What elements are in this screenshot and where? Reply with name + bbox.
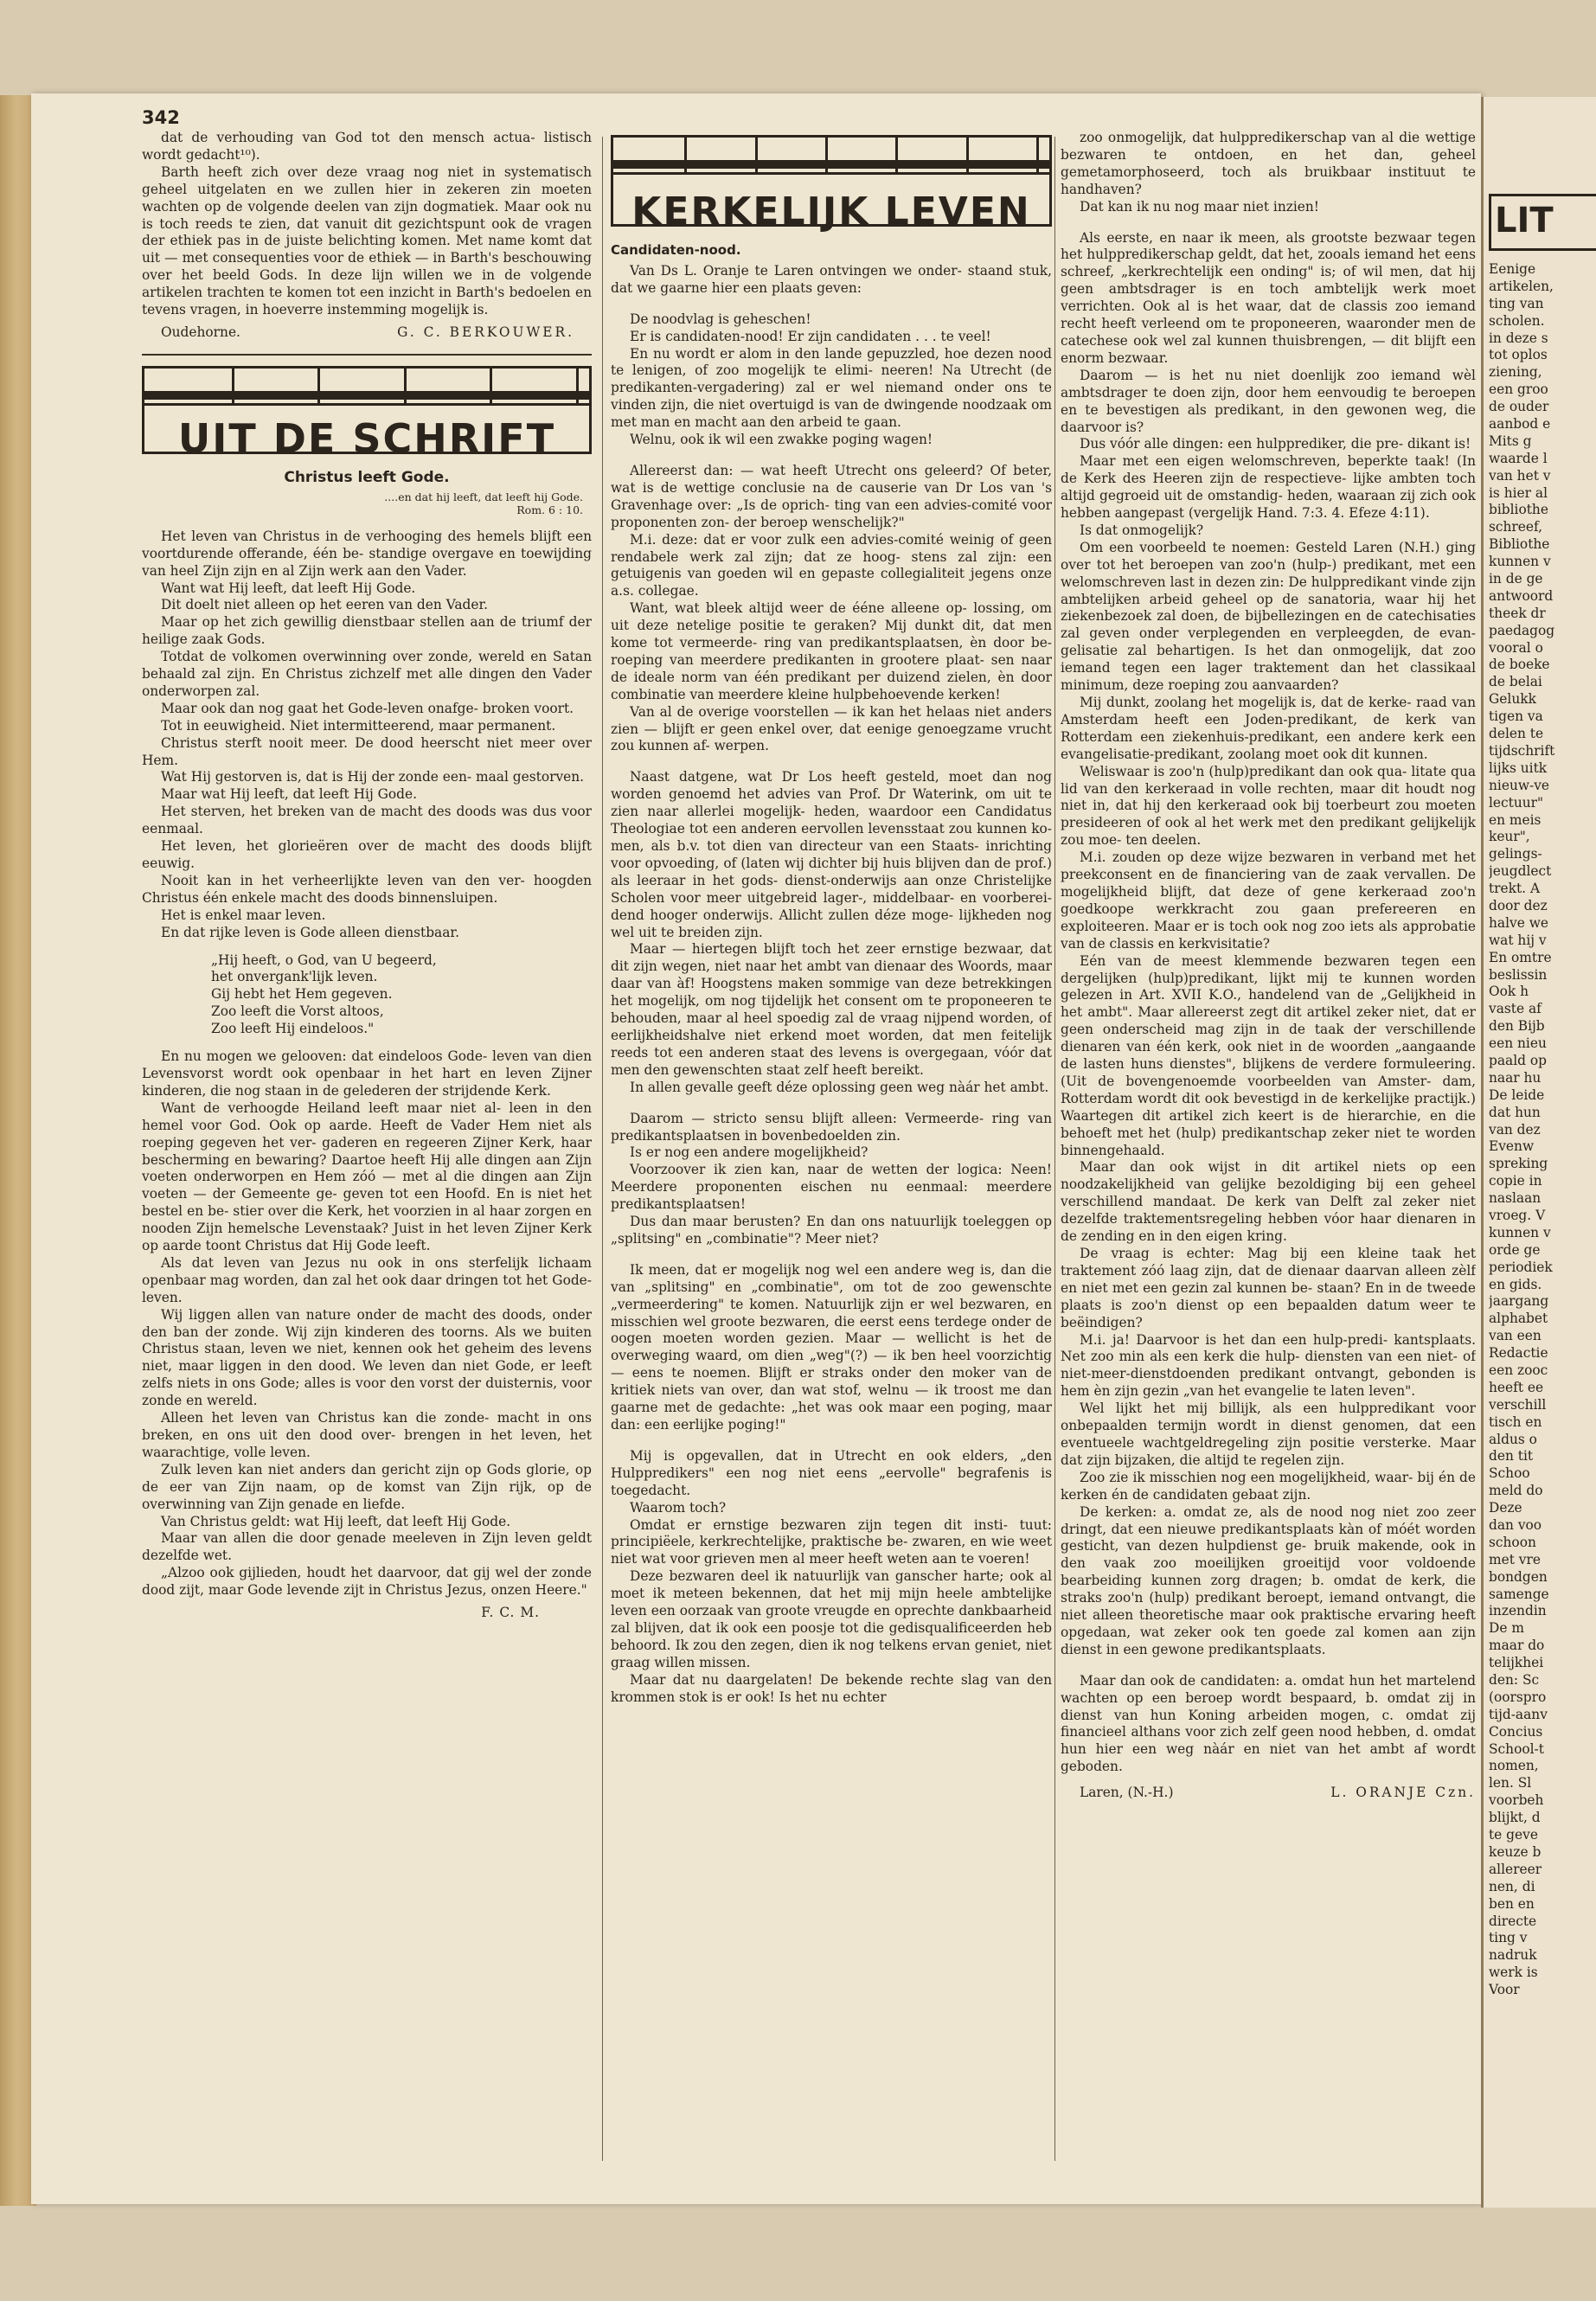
adjacent-text-line: trekt. A xyxy=(1489,881,1541,897)
article-signature xyxy=(1061,1785,1476,1802)
adjacent-text-line: en gids. xyxy=(1489,1276,1542,1292)
adjacent-text-line: keuze b xyxy=(1489,1843,1542,1860)
adjacent-text-line: de belai xyxy=(1489,674,1542,690)
paragraph: Mij is opgevallen, dat in Utrecht en ook elders, „den Hulppredikers" een nog niet eens „eervolle" begrafenis is toegedacht. xyxy=(611,1447,1052,1498)
paragraph: Want, wat bleek altijd weer de ééne alleene op- lossing, om uit deze netelige positie te geraken? Mij dunkt dit, dat men kome tot vermeerde- ring van predikantsplaatsen, èn door be- roeping van meerdere predikanten in grootere plaat- sen naar de ideale norm van één predikant per duizend zielen, èn door combinatie van meerdere kleine hulpbehoevende kerken! xyxy=(611,600,1052,702)
adjacent-text-line: nieuw-ve xyxy=(1489,777,1550,793)
paragraph: M.i. ja! Daarvoor is het dan een hulp-predi- kantsplaats. Net zoo min als een kerk die hulp- diensten van een niet- of niet-meer-dienstdoenden predikant ontvangt, gebonden is hem èn zijn gezin „van het evangelie te laten leven". xyxy=(1061,1331,1476,1400)
adjacent-text-line: de ouder xyxy=(1489,399,1549,415)
bible-motto xyxy=(142,490,583,516)
adjacent-text-line: vooral o xyxy=(1489,639,1543,656)
adjacent-text-line: spreking xyxy=(1489,1156,1548,1172)
adjacent-text-line: halve we xyxy=(1489,914,1548,931)
adjacent-text-line: En omtre xyxy=(1489,949,1552,965)
adjacent-text-line: periodiek xyxy=(1489,1259,1553,1275)
adjacent-text-line: beslissin xyxy=(1489,966,1548,983)
paragraph: Het is enkel maar leven. xyxy=(161,907,326,923)
paragraph: Er is candidaten-nood! Er zijn candidaten . . . te veel! xyxy=(630,328,991,344)
paragraph: Dat kan ik nu nog maar niet inzien! xyxy=(1080,198,1319,215)
adjacent-text-line: lijks uitk xyxy=(1489,760,1548,776)
intro-place: Oudehorne. xyxy=(161,324,240,340)
paragraph: Eén van de meest klemmende bezwaren tegen een dergelijken (hulp)predikant, lijkt mij te kunnen worden gelezen in Art. XVII K.O., handelend van de „Gelijkheid in het ambt". Maar allereerst zegt dit artikel zeker niet, dat er geen onderscheid mag zijn in de taak der verschillende dienaren van één kerk, ook niet in de woorden „aangaande de lasten huns dienstes", blijkens de verdere formuleering. (Uit de bovengenoemde voorbeelden van Amster- dam, Rotterdam wordt dit ook bevestigd in de kerkelijke practijk.) Waartegen dit artikel zich keert is de hierarchie, en die behoeft met het (hulp) predikantschap zeker niet te worden binnengehaald. xyxy=(1061,952,1476,1158)
adjacent-text-line: den Bijb xyxy=(1489,1018,1545,1035)
adjacent-text-line: in de ge xyxy=(1489,571,1543,587)
page-number: 342 xyxy=(142,107,180,128)
adjacent-text-line: en meis xyxy=(1489,811,1542,828)
poem-line: „Hij heeft, o God, van U begeerd, xyxy=(211,952,437,968)
adjacent-text-line: De m xyxy=(1489,1620,1524,1637)
article-title: Candidaten-nood. xyxy=(611,242,741,258)
adjacent-text-line: naslaan xyxy=(1489,1190,1542,1207)
adjacent-text-line: door dez xyxy=(1489,897,1548,913)
paragraph: M.i. deze: dat er voor zulk een advies-comité weinig of geen rendabele werk zal zijn; dat ze hoog- stens zal zijn: een getuigenis van goeden wil en gepaste collegialiteit jegens onze a.s. collegae. xyxy=(611,531,1052,599)
adjacent-text-line: vroeg. V xyxy=(1489,1207,1546,1223)
column-1 xyxy=(142,130,592,2171)
adjacent-text-line: paald op xyxy=(1489,1052,1547,1068)
article-body-continued xyxy=(1061,130,1476,1776)
paragraph: Als eerste, en naar ik meen, als grootste bezwaar tegen het hulppredikerschap geldt, dat het, zooals iemand het eens schreef, „kerkrechtelijk een onding" is; of wil men, dat hij geen ambtsdrager is en toch ambtelijk werk moet verrichten. Ook al is het waar, dat de classis zoo iemand recht heeft verleend om te proponeeren, waaronder men de catechese ook wel zal kunnen thuisbrengen, — dit blijft een enorm bezwaar. xyxy=(1061,229,1476,366)
adjacent-text-line: van het v xyxy=(1489,467,1551,484)
adjacent-text-line: School-t xyxy=(1489,1740,1544,1757)
paragraph: In allen gevalle geeft déze oplossing geen weg nàár het ambt. xyxy=(630,1079,1049,1095)
paragraph: En nu mogen we gelooven: dat eindeloos Gode- leven van dien Levensvorst wordt ook openbaar in het hart en leven Zijner kinderen, die nog staan in de gelederen der strijdende Kerk. xyxy=(142,1048,592,1099)
paragraph: Als dat leven van Jezus nu ook in ons sterfelijk lichaam openbaar mag worden, dan zal het ook daar dringen tot het Gode-leven. xyxy=(142,1254,592,1305)
adjacent-text-line: dan voo xyxy=(1489,1517,1542,1534)
section-divider xyxy=(142,354,592,356)
motto-reference: Rom. 6 : 10. xyxy=(516,503,583,516)
adjacent-text-line: in deze s xyxy=(1489,330,1548,346)
adjacent-text-line: theek dr xyxy=(1489,605,1546,621)
adjacent-text-line: Eenige xyxy=(1489,261,1536,277)
paragraph: Waarom toch? xyxy=(630,1499,727,1516)
paragraph: Daarom — stricto sensu blijft alleen: Vermeerde- ring van predikantsplaatsen in bovenbedoelden zin. xyxy=(611,1110,1052,1144)
adjacent-text-line: orde ge xyxy=(1489,1241,1541,1258)
adjacent-text-line: is hier al xyxy=(1489,484,1548,501)
adjacent-text-line: bibliothe xyxy=(1489,502,1548,518)
paragraph: Maar wat Hij leeft, dat leeft Hij Gode. xyxy=(161,786,418,803)
adjacent-text-line: copie in xyxy=(1489,1173,1542,1189)
paragraph: Deze bezwaren deel ik natuurlijk van ganscher harte; ook al moet ik meteen bekennen, dat het mij mijn heele ambtelijke leven een oorzaak van groote vreugde en oprechte dankbaarheid zal blijven, dat ik ook een poosje tot die gedisqualificeerden heb behoord. Ik zou den zegen, dien ik nog telkens ervan geniet, niet graag willen missen. xyxy=(611,1568,1052,1670)
adjacent-text-line: schreef, xyxy=(1489,519,1543,535)
paragraph: De noodvlag is geheschen! xyxy=(630,311,811,327)
adjacent-text-line: bondgen xyxy=(1489,1568,1548,1585)
paragraph: Het leven van Christus in de verhooging des hemels blijft een voortdurende offerande, één be- standige overgave en toewijding van heel Zijn zijn en al Zijn werk aan den Vader. xyxy=(142,528,592,579)
paragraph: Voorzoover ik zien kan, naar de wetten der logica: Neen! Meerdere proponenten eischen nu eenmaal: meerdere predikantsplaatsen! xyxy=(611,1162,1052,1213)
adjacent-text-line: directe xyxy=(1489,1913,1537,1929)
paragraph: Mij dunkt, zoolang het mogelijk is, dat de kerke- raad van Amsterdam heeft een Joden-predikant, de kerk van Rotterdam een ziekenhuis-predikant, een andere kerk een evangelisatie-predikant, zoolang moet ook dit kunnen. xyxy=(1061,695,1476,762)
paragraph: Alleen het leven van Christus kan die zonde- macht in ons breken, en ons uit den dood over- brengen in het leven, het waarachtige, volle leven. xyxy=(142,1410,592,1460)
adjacent-text-line: keur", xyxy=(1489,829,1530,845)
column-3 xyxy=(1061,130,1476,2171)
paragraph: Maar dan ook de candidaten: a. omdat hun het martelend wachten op een beroep wordt bespaard, b. omdat zij in dienst van hun Koning arbeiden mogen, c. omdat zij financieel althans voor zich zelf geen nood hebben, d. omdat hun hier een weg nàár en niet van het ambt af wordt geboden. xyxy=(1061,1672,1476,1775)
column-2 xyxy=(611,130,1052,2171)
paragraph: Het sterven, het breken van de macht des doods was dus voor eenmaal. xyxy=(142,804,592,837)
section-header-kerkelijk-leven xyxy=(611,135,1052,234)
adjacent-text-line: de boeke xyxy=(1489,657,1550,673)
paragraph: Nooit kan in het verheerlijkte leven van den ver- hoogden Christus één enkele macht des doods binnensluipen. xyxy=(142,872,592,906)
adjacent-text-line: een zooc xyxy=(1489,1362,1548,1378)
adjacent-text-line: Bibliothe xyxy=(1489,536,1550,553)
paragraph: Daarom — is het nu niet doenlijk zoo iemand wèl ambtsdrager te doen zijn, door hem eenvoudig te beroepen en te bevestigen als predikant, in den gewonen weg, die daarvoor is? xyxy=(1061,367,1476,435)
adjacent-text-line: ting v xyxy=(1489,1930,1528,1946)
adjacent-text-line: voorbeh xyxy=(1489,1792,1544,1809)
adjacent-text-line: Mits g xyxy=(1489,433,1532,449)
adjacent-text-line: scholen. xyxy=(1489,312,1545,329)
paragraph: Totdat de volkomen overwinning over zonde, wereld en Satan behaald zal zijn. En Christus zichzelf met alle dingen den Vader onderworpen zal. xyxy=(142,649,592,699)
adjacent-text-line: kunnen v xyxy=(1489,554,1551,570)
adjacent-text-line: werk is xyxy=(1489,1965,1538,1981)
adjacent-text-line: Ook h xyxy=(1489,984,1529,1000)
paragraph: Zoo zie ik misschien nog een mogelijkheid, waar- bij én de kerken én de candidaten gebaat zijn. xyxy=(1061,1469,1476,1503)
adjacent-text-line: lectuur" xyxy=(1489,794,1544,811)
paragraph: Van al de overige voorstellen — ik kan het helaas niet anders zien — blijft er geen enkel over, dat eenige genoegzame vrucht zou kunnen af- werpen. xyxy=(611,703,1052,754)
paragraph: Om een voorbeeld te noemen: Gesteld Laren (N.H.) ging over tot het beroepen van zoo'n (hulp-) predikant, met een welomschreven last in dezen zin: De hulppredikant vinde zijn ambtelijken arbeid geheel op de sanatoria, waar hij het ziekenbezoek zal doen, de bijbellezingen en de catechisaties zal geven onder verplegenden en verpleegden, de evan- gelisatie zal behartigen. Is het dan onmogelijk, dat zoo iemand tegen een lager traktement dan het classikaal minimum, deze roeping zou aanvaarden? xyxy=(1061,539,1476,694)
intro-author: G. C. BERKOUWER. xyxy=(397,324,574,340)
paragraph: Is dat onmogelijk? xyxy=(1080,522,1204,538)
paragraph: Ik meen, dat er mogelijk nog wel een andere weg is, dan die van „splitsing" en „combinatie", om tot de zoo gewenschte „vermeerdering" te komen. Natuurlijk zijn er wel bezwaren, en misschien wel groote bezwaren, die eerst eens terdege onder de oogen moeten worden gezien. Maar — wellicht is het de overweging waard, om dien „weg"(?) — ik ben heel voorzichtig — eens te noemen. Blijft er straks onder den moker van de kritiek niets van over, dan wat stof, welnu — ik troost me dan gaarne met de gedachte: „het was ook maar een poging, maar dan: een eerlijke poging!" xyxy=(611,1261,1052,1433)
intro-article-ending xyxy=(142,130,592,319)
adjacent-text-line: gelings- xyxy=(1489,846,1542,862)
adjacent-text-line: jeugdlect xyxy=(1489,863,1552,880)
article-body xyxy=(611,263,1052,1707)
adjacent-text-line: den: Sc xyxy=(1489,1672,1540,1689)
poem-quote xyxy=(211,952,592,1039)
adjacent-text-line: artikelen, xyxy=(1489,278,1554,294)
adjacent-text-line: aldus o xyxy=(1489,1431,1537,1447)
paragraph: Zulk leven kan niet anders dan gericht zijn op Gods glorie, op de eer van Zijn naam, op de komst van Zijn rijk, op de overwinning van Zijn genade en liefde. xyxy=(142,1461,592,1512)
adjacent-text-line: ziening, xyxy=(1489,364,1542,381)
signature-place: Laren, (N.-H.) xyxy=(1080,1785,1174,1801)
paragraph: Dus vóór alle dingen: een hulpprediker, die pre- dikant is! xyxy=(1080,436,1471,452)
paragraph: Dit doelt niet alleen op het eeren van den Vader. xyxy=(161,597,489,613)
adjacent-page-edge xyxy=(1481,97,1596,2208)
adjacent-text-line: len. Sl xyxy=(1489,1775,1532,1791)
adjacent-text-line: jaargang xyxy=(1489,1293,1549,1310)
paragraph: De kerken: a. omdat ze, als de nood nog niet zoo zeer dringt, dat een nieuwe predikantsplaats kàn of móét worden gesticht, van dezen hulpdienst ge- bruik makende, ook in den vaak zoo moeilijken groeitijd voor voldoende bearbeiding kunnen zorg dragen; b. omdat de kerk, die straks zoo'n (hulp) predikant beroept, iemand ontvangt, die niet alleen theoretische maar ook praktische ervaring heeft opgedaan, wat zeker ook ten goede zal komen aan zijn dienst in een gewone predikantsplaats. xyxy=(1061,1503,1476,1657)
adjacent-text-line: dat hun xyxy=(1489,1104,1541,1120)
signature-author: L. ORANJE Czn. xyxy=(1330,1785,1476,1801)
paragraph: Wat Hij gestorven is, dat is Hij der zonde een- maal gestorven. xyxy=(161,769,585,785)
adjacent-text-line: tijdschrift xyxy=(1489,742,1555,759)
section-header-uit-de-schrift xyxy=(142,366,592,462)
paragraph: Maar dan ook wijst in dit artikel niets op een noodzakelijkheid van gelijke bezoldiging bij een geheel verschillend mandaat. De kerk van Delft zal zeker niet dezelfde traktementsregeling hebben vóor haar dienaren in de zending en in den eigen kring. xyxy=(1061,1159,1476,1245)
adjacent-text-line: Gelukk xyxy=(1489,691,1536,708)
adjacent-text-line: van een xyxy=(1489,1328,1542,1344)
adjacent-text-line: wat hij v xyxy=(1489,932,1547,948)
adjacent-text-line: Concius xyxy=(1489,1723,1543,1740)
adjacent-text-line: paedagog xyxy=(1489,622,1555,638)
adjacent-text-line: den tit xyxy=(1489,1448,1534,1465)
paragraph: Welnu, ook ik wil een zwakke poging wagen! xyxy=(630,432,933,448)
adjacent-text-line: aanbod e xyxy=(1489,416,1551,433)
paragraph: Wel lijkt het mij billijk, als een hulppredikant voor onbepaalden termijn wordt in dienst genomen, dat een eventueele wachtgeldregeling zijn positie versterke. Maar dat zijn bijzaken, die altijd te regelen zijn. xyxy=(1061,1400,1476,1468)
paragraph: Van Christus geldt: wat Hij leeft, dat leeft Hij Gode. xyxy=(161,1513,511,1529)
section-header-title: KERKELIJK LEVEN xyxy=(631,189,1031,234)
adjacent-text-line: allereer xyxy=(1489,1861,1542,1877)
paragraph: Want wat Hij leeft, dat leeft Hij Gode. xyxy=(161,580,416,596)
adjacent-text-line: nomen, xyxy=(1489,1758,1539,1774)
paragraph: En dat rijke leven is Gode alleen dienstbaar. xyxy=(161,924,459,940)
adjacent-text-line: Schoo xyxy=(1489,1465,1530,1482)
paragraph: Maar dat nu daargelaten! De bekende rechte slag van den krommen stok is er ook! Is het nu echter xyxy=(611,1671,1052,1705)
adjacent-text-line: meld do xyxy=(1489,1483,1543,1499)
adjacent-text-line: schoon xyxy=(1489,1534,1536,1550)
adjacent-text-line: verschill xyxy=(1489,1396,1547,1413)
adjacent-text-line: Deze xyxy=(1489,1500,1522,1516)
adjacent-text-line: maar do xyxy=(1489,1638,1545,1654)
paragraph: Maar met een eigen welomschreven, beperkte taak! (In de Kerk des Heeren zijn de respectieve- lijke ambten toch altijd gegroeid uit de omstandig- heden, waaraan zij zich ook hebben aangepast (vergelijk Hand. 7:3. 4. Efeze 4:11). xyxy=(1061,453,1476,522)
adjacent-text-line: een nieu xyxy=(1489,1035,1547,1052)
paragraph: De vraag is echter: Mag bij een kleine taak het traktement zóó laag zijn, dat de dienaar daarvan alleen zèlf en niet met een gezin zal kunnen be- staan? En in de tweede plaats is zoo'n dienst op een bepaalden datum weer te beëindigen? xyxy=(1061,1246,1476,1330)
adjacent-text-line: nen, di xyxy=(1489,1878,1535,1894)
poem-line: het onvergank'lijk leven. xyxy=(211,969,378,985)
adjacent-text-line: Redactie xyxy=(1489,1345,1548,1362)
paragraph: Weliswaar is zoo'n (hulp)predikant dan ook qua- litate qua lid van den kerkeraad in volle rechten, maar dit houdt nog niet in, dat hij den kerkeraad ook bij toerbeurt zou moeten presideeren of ook al het werk met den predikant gelijkelijk zou moe- ten deelen. xyxy=(1061,763,1476,849)
section-header-title: UIT DE SCHRIFT xyxy=(177,414,556,462)
adjacent-text-line: van dez xyxy=(1489,1121,1541,1138)
adjacent-section-header: LIT xyxy=(1489,194,1596,251)
article-title: Christus leeft Gode. xyxy=(284,468,450,486)
adjacent-text-line: inzendin xyxy=(1489,1603,1547,1619)
adjacent-text-line: ben en xyxy=(1489,1895,1535,1912)
paragraph: Wij liggen allen van nature onder de macht des doods, onder den ban der zonde. Wij zijn kinderen des toorns. Als we buiten Christus staan, leven we niet, kennen ook het geheim des levens niet, maar liggen in den dood. We leven dan niet Gode, er leeft zelfs niets in ons Gode; alles is voor den vorst der duisternis, voor zonde en wereld. xyxy=(142,1306,592,1409)
paragraph: Maar op het zich gewillig dienstbaar stellen aan de triumf der heilige zaak Gods. xyxy=(142,614,592,648)
paragraph: Want de verhoogde Heiland leeft maar niet al- leen in den hemel voor God. Ook op aarde. Heeft de Vader Hem niet als roeping gegeven het ver- gaderen en regeeren Zijner Kerk, haar bescherming en bewaring? Daartoe heeft Hij alle dingen aan Zijn voeten onderworpen en Hem zóó — met al die dingen aan Zijn voeten — der Gemeente ge- geven tot een Hoofd. En is niet het bestel en be- stier over die Kerk, het voorzien in al haar zorgen en nooden Zijn hemelsche Levenstaak? Juist in het leven Zijner Kerk op aarde toont Christus dat Hij Gode leeft. xyxy=(142,1099,592,1254)
adjacent-text-line: nadruk xyxy=(1489,1947,1537,1964)
paragraph: Maar van allen die door genade meeleven in Zijn leven geldt dezelfde wet. xyxy=(142,1530,592,1564)
paragraph: „Alzoo ook gijlieden, houdt het daarvoor, dat gij wel der zonde dood zijt, maar Gode levende zijt in Christus Jezus, onzen Heere." xyxy=(142,1565,592,1599)
adjacent-text-line: (oorspro xyxy=(1489,1689,1547,1705)
motto-text: ....en dat hij leeft, dat leeft hij Gode. xyxy=(384,490,583,503)
adjacent-text-line: heeft ee xyxy=(1489,1379,1544,1395)
adjacent-text-line: Evenw xyxy=(1489,1138,1535,1155)
adjacent-text-line: tisch en xyxy=(1489,1413,1542,1430)
paragraph: dat de verhouding van God tot den mensch actua- listisch wordt gedacht¹⁰). xyxy=(142,130,592,163)
poem-line: Zoo leeft die Vorst altoos, xyxy=(211,1003,384,1020)
column-rule xyxy=(602,137,603,2161)
article-author: F. C. M. xyxy=(481,1605,540,1621)
adjacent-text-line: vaste af xyxy=(1489,1001,1542,1017)
paragraph: Omdat er ernstige bezwaren zijn tegen dit insti- tuut: principiëele, kerkrechtelijke, praktische be- zwaren, en wie weet niet wat voor grieven men al meer heeft weten aan te voeren! xyxy=(611,1516,1052,1567)
article-body-part-2 xyxy=(142,1048,592,1599)
column-rule xyxy=(1054,137,1055,2161)
adjacent-text-line: ting van xyxy=(1489,295,1544,311)
paragraph: M.i. zouden op deze wijze bezwaren in verband met het preekconsent en de financiering van de zaak vervallen. De mogelijkheid blijft, dat deze of gene kerkeraad zoo'n goedkoope werkkracht zou gaan prefereeren en exploiteeren. Maar er is toch ook nog zoo iets als approbatie van de classis en kerkvisitatie? xyxy=(1061,849,1476,952)
paragraph: En nu wordt er alom in den lande gepuzzled, hoe dezen nood te lenigen, of zoo mogelijk te elimi- neeren! Na Utrecht (de predikanten-vergadering) zal er wel niemand onder ons te vinden zijn, die niet overtuigd is van de dwingende noodzaak om met man en macht aan den arbeid te gaan. xyxy=(611,345,1052,431)
adjacent-text-line: te geve xyxy=(1489,1827,1538,1843)
paragraph: Maar ook dan nog gaat het Gode-leven onafge- broken voort. xyxy=(161,700,574,716)
adjacent-text-line: telijkhei xyxy=(1489,1655,1544,1671)
newspaper-page xyxy=(31,93,1481,2204)
adjacent-text-line: tot oplos xyxy=(1489,347,1548,363)
paragraph: Allereerst dan: — wat heeft Utrecht ons geleerd? Of beter, wat is de wettige conclusie na de causerie van Dr Los van 's Gravenhage over: „Is de oprich- ting van een advies-comité voor proponenten zon- der beroep wenschelijk?" xyxy=(611,462,1052,530)
adjacent-text-line: kunnen v xyxy=(1489,1224,1551,1240)
adjacent-text-line: waarde l xyxy=(1489,450,1548,466)
adjacent-text-line: Voor xyxy=(1489,1982,1520,1998)
paragraph: Is er nog een andere mogelijkheid? xyxy=(630,1144,869,1161)
paragraph: Tot in eeuwigheid. Niet intermitteerend, maar permanent. xyxy=(161,717,556,734)
paragraph: zoo onmogelijk, dat hulppredikerschap van al die wettige bezwaren te ontdoen, en het dan, geheel gemetamorphoseerd, toch als bruikbaar instituut te handhaven? xyxy=(1061,130,1476,197)
adjacent-text-line: naar hu xyxy=(1489,1069,1542,1086)
article-body-part-1 xyxy=(142,529,592,942)
adjacent-text-line: blijkt, d xyxy=(1489,1810,1541,1826)
adjacent-text-line: met vre xyxy=(1489,1551,1541,1567)
adjacent-text-line: alphabet xyxy=(1489,1311,1548,1327)
adjacent-text-line: tijd-aanv xyxy=(1489,1706,1548,1722)
adjacent-text-line: antwoord xyxy=(1489,587,1554,604)
paragraph: Het leven, het glorieëren over de macht des doods blijft eeuwig. xyxy=(142,838,592,871)
paragraph: Naast datgene, wat Dr Los heeft gesteld, moet dan nog worden genoemd het advies van Prof. Dr Waterink, om uit te zien naar allerlei mogelijk- heden, waardoor een Candidatus Theologiae tot een anderen eervollen levensstaat zou kunnen ko- men, als b.v. tot dien van directeur van een Staats- inrichting voor opvoeding, of (laten wij dichter bij huis blijven dan de prof.) als leeraar in het gods- dienst-onderwijs aan onze Christelijke Scholen voor meer uitgebreid lager-, middelbaar- en voorberei- dend hooger onderwijs. Allicht zullen déze moge- lijkheden nog wel uit te breiden zijn. xyxy=(611,769,1052,940)
paragraph: Maar — hiertegen blijft toch het zeer ernstige bezwaar, dat dit zijn wegen, niet naar het ambt van dienaar des Woords, maar daar van àf! Hoogstens maken sommige van deze betrekkingen het mogelijk, om nog tijdelijk het consent om te proponeeren te behouden, maar al heel spoedig zal de vraag nijpend worden, of eerlijkheidshalve niet erkend moet worden, dat men feitelijk reeds tot een anderen staat des levens is overgegaan, vóór dat men den gewenschten staat zelf heeft bereikt. xyxy=(611,941,1052,1078)
paragraph: Dus dan maar berusten? En dan ons natuurlijk toeleggen op „splitsing" en „combinatie"? Meer niet? xyxy=(611,1214,1052,1247)
poem-line: Gij hebt het Hem gegeven. xyxy=(211,986,393,1003)
paragraph: Christus sterft nooit meer. De dood heerscht niet meer over Hem. xyxy=(142,734,592,768)
adjacent-text-line: De leide xyxy=(1489,1086,1545,1103)
paragraph: Van Ds L. Oranje te Laren ontvingen we onder- staand stuk, dat we gaarne hier een plaats geven: xyxy=(611,262,1052,296)
paragraph: Barth heeft zich over deze vraag nog niet in systematisch geheel uitgelaten en we zullen hier in zekeren zin moeten wachten op de volgende deelen van zijn dogmatiek. Maar ook nu is toch reeds te zien, dat vanuit dit gezichtspunt ook de vragen der ethiek pas in de juiste belichting komen. Met name komt dat uit — met consequenties voor de ethiek — in Barth's beschouwing over het beeld Gods. In deze lijn willen we in de volgende artikelen trachten te komen tot een inzicht in Barth's bedoelen en tevens vragen, in hoeverre instemming mogelijk is. xyxy=(142,163,592,318)
adjacent-page-text xyxy=(1489,261,1596,1999)
adjacent-text-line: delen te xyxy=(1489,726,1544,742)
adjacent-text-line: samenge xyxy=(1489,1586,1549,1602)
adjacent-text-line: een groo xyxy=(1489,381,1548,398)
poem-line: Zoo leeft Hij eindeloos." xyxy=(211,1021,375,1037)
adjacent-text-line: tigen va xyxy=(1489,708,1543,725)
intro-signature xyxy=(142,324,592,342)
